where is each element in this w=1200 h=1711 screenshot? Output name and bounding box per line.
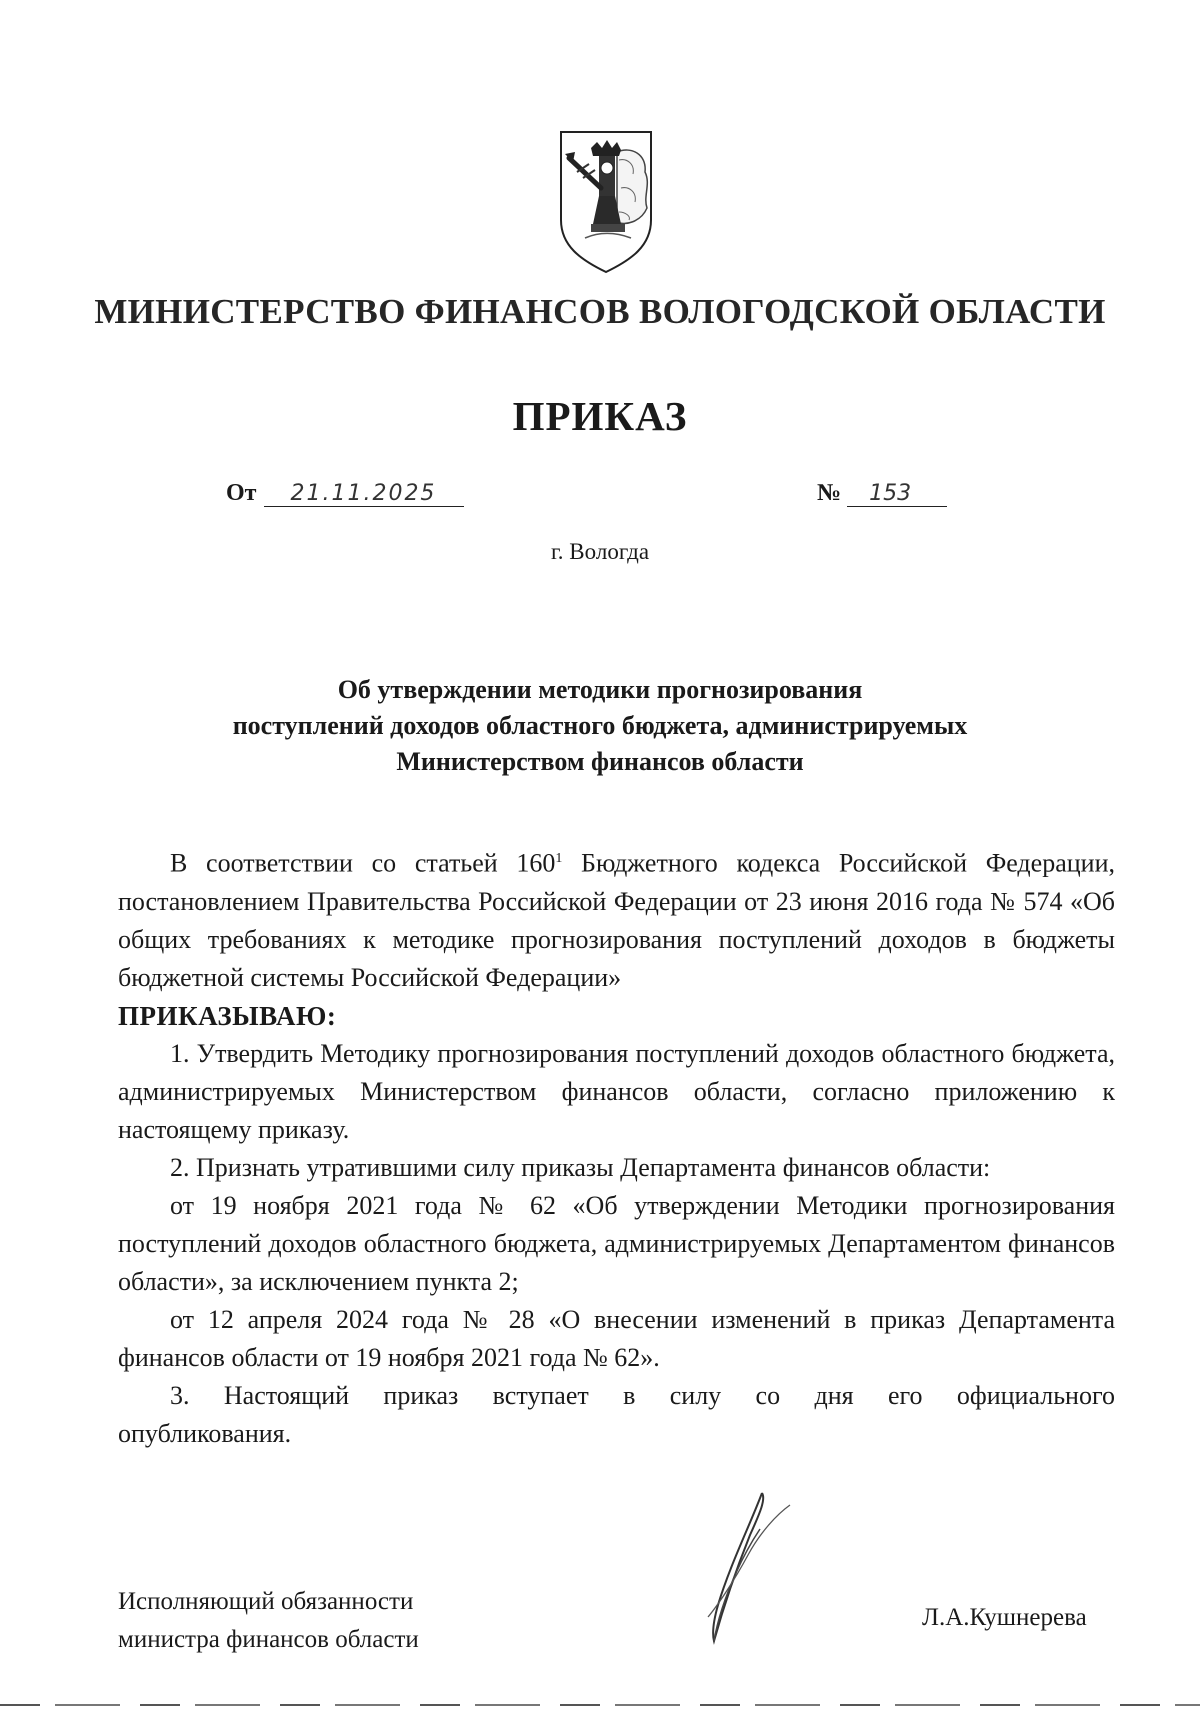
signatory-name: Л.А.Кушнерева — [922, 1604, 1087, 1631]
signatory-position — [118, 1583, 419, 1659]
position-line: Исполняющий обязанности — [118, 1588, 414, 1615]
order-item: 2. Признать утратившими силу приказы Департамента финансов области: — [170, 1152, 991, 1182]
date-label: От — [226, 480, 257, 506]
subject-line: Министерством финансов области — [396, 747, 804, 776]
document-subject — [150, 672, 1050, 780]
preamble-text: Бюджетного кодекса Российской Федерации, постановлением Правительства Российской Федерации от 23 июня 2016 года № 574 «Об общих требованиях к методике прогнозирования поступлений доходов в бюджеты бюджетной системы Российской Федерации» — [118, 848, 1115, 992]
preamble-paragraph — [118, 840, 1115, 997]
handwritten-signature — [690, 1485, 800, 1655]
order-item: 3. Настоящий приказ вступает в силу со дня его официального — [170, 1380, 1115, 1410]
order-item-continuation: опубликования. — [118, 1418, 292, 1448]
document-date-row — [226, 480, 464, 507]
preamble-text: В соответствии со статьей 160 — [170, 848, 556, 878]
order-word: ПРИКАЗЫВАЮ: — [118, 1000, 337, 1031]
date-value: 21.11.2025 — [264, 481, 464, 507]
number-label: № — [817, 480, 842, 506]
city-name: г. Вологда — [550, 539, 650, 564]
order-item: 1. Утвердить Методику прогнозирования поступлений доходов областного бюджета, администрируемых Министерством финансов области, согласно приложению к настоящему приказу. — [118, 1038, 1115, 1144]
number-value: 153 — [847, 481, 947, 507]
order-subitem: от 12 апреля 2024 года № 28 «О внесении изменений в приказ Департамента финансов области от 19 ноября 2021 года № 62». — [118, 1304, 1115, 1372]
subject-line: поступлений доходов областного бюджета, администрируемых — [232, 711, 968, 740]
document-body — [118, 840, 1115, 1453]
subject-line: Об утверждении методики прогнозирования — [337, 675, 863, 704]
coat-of-arms-emblem — [555, 128, 657, 276]
article-superscript: 1 — [555, 851, 563, 866]
document-number-row — [817, 480, 947, 507]
document-type-title: ПРИКАЗ — [512, 393, 688, 439]
ministry-title: МИНИСТЕРСТВО ФИНАНСОВ ВОЛОГОДСКОЙ ОБЛАСТИ — [94, 292, 1106, 331]
position-line: министра финансов области — [118, 1626, 419, 1653]
scan-edge-divider — [0, 1704, 1200, 1706]
order-subitem: от 19 ноября 2021 года № 62 «Об утверждении Методики прогнозирования поступлений доходов областного бюджета, администрируемых Департаментом финансов области», за исключением пункта 2; — [118, 1190, 1115, 1296]
